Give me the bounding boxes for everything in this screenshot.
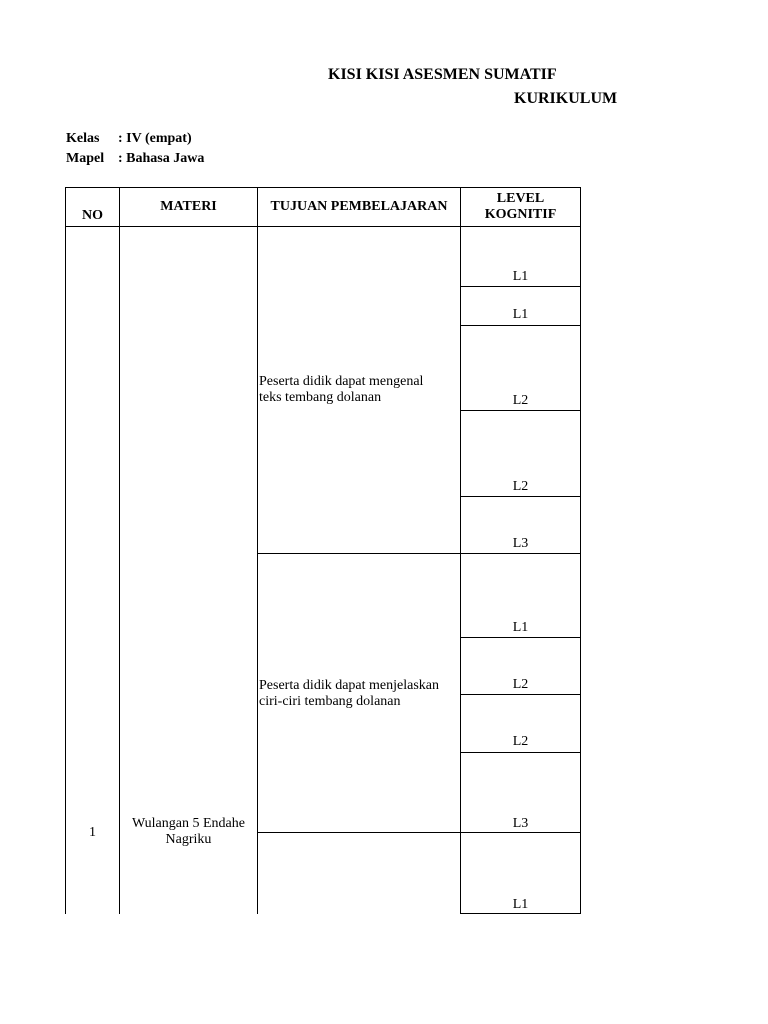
tujuan-2-line2: ciri-ciri tembang dolanan — [259, 694, 401, 709]
row-number: 1 — [89, 825, 96, 840]
tujuan-cell-1 — [259, 374, 459, 406]
materi-line2: Nagriku — [165, 832, 212, 847]
materi-line1: Wulangan 5 Endahe — [132, 816, 245, 831]
column-header-no: NO — [82, 208, 103, 223]
materi-cell — [120, 816, 257, 848]
column-header-materi: MATERI — [160, 199, 217, 214]
tujuan-2-line1: Peserta didik dapat menjelaskan — [259, 678, 439, 693]
kelas-value: : IV (empat) — [118, 131, 192, 146]
column-header-tujuan: TUJUAN PEMBELAJARAN — [270, 199, 448, 214]
document-title: KISI KISI ASESMEN SUMATIF — [328, 66, 557, 83]
level-cell: L1 — [512, 269, 529, 284]
column-header-level — [461, 191, 580, 223]
level-cell: L3 — [512, 816, 529, 831]
document-subtitle: KURIKULUM — [514, 90, 618, 107]
kelas-label: Kelas — [66, 131, 100, 146]
column-header-level-line2: KOGNITIF — [484, 207, 557, 222]
level-cell: L2 — [512, 393, 529, 408]
tujuan-1-line2: teks tembang dolanan — [259, 390, 382, 405]
mapel-label: Mapel — [66, 151, 105, 166]
level-cell: L2 — [512, 479, 529, 494]
level-cell: L1 — [512, 620, 529, 635]
level-cell: L1 — [512, 897, 529, 912]
level-cell: L2 — [512, 677, 529, 692]
tujuan-1-line1: Peserta didik dapat mengenal — [259, 374, 424, 389]
mapel-value: : Bahasa Jawa — [118, 151, 205, 166]
column-header-level-line1: LEVEL — [496, 191, 545, 206]
level-cell: L3 — [512, 536, 529, 551]
level-cell: L1 — [512, 307, 529, 322]
tujuan-cell-2 — [259, 678, 459, 710]
level-cell: L2 — [512, 734, 529, 749]
